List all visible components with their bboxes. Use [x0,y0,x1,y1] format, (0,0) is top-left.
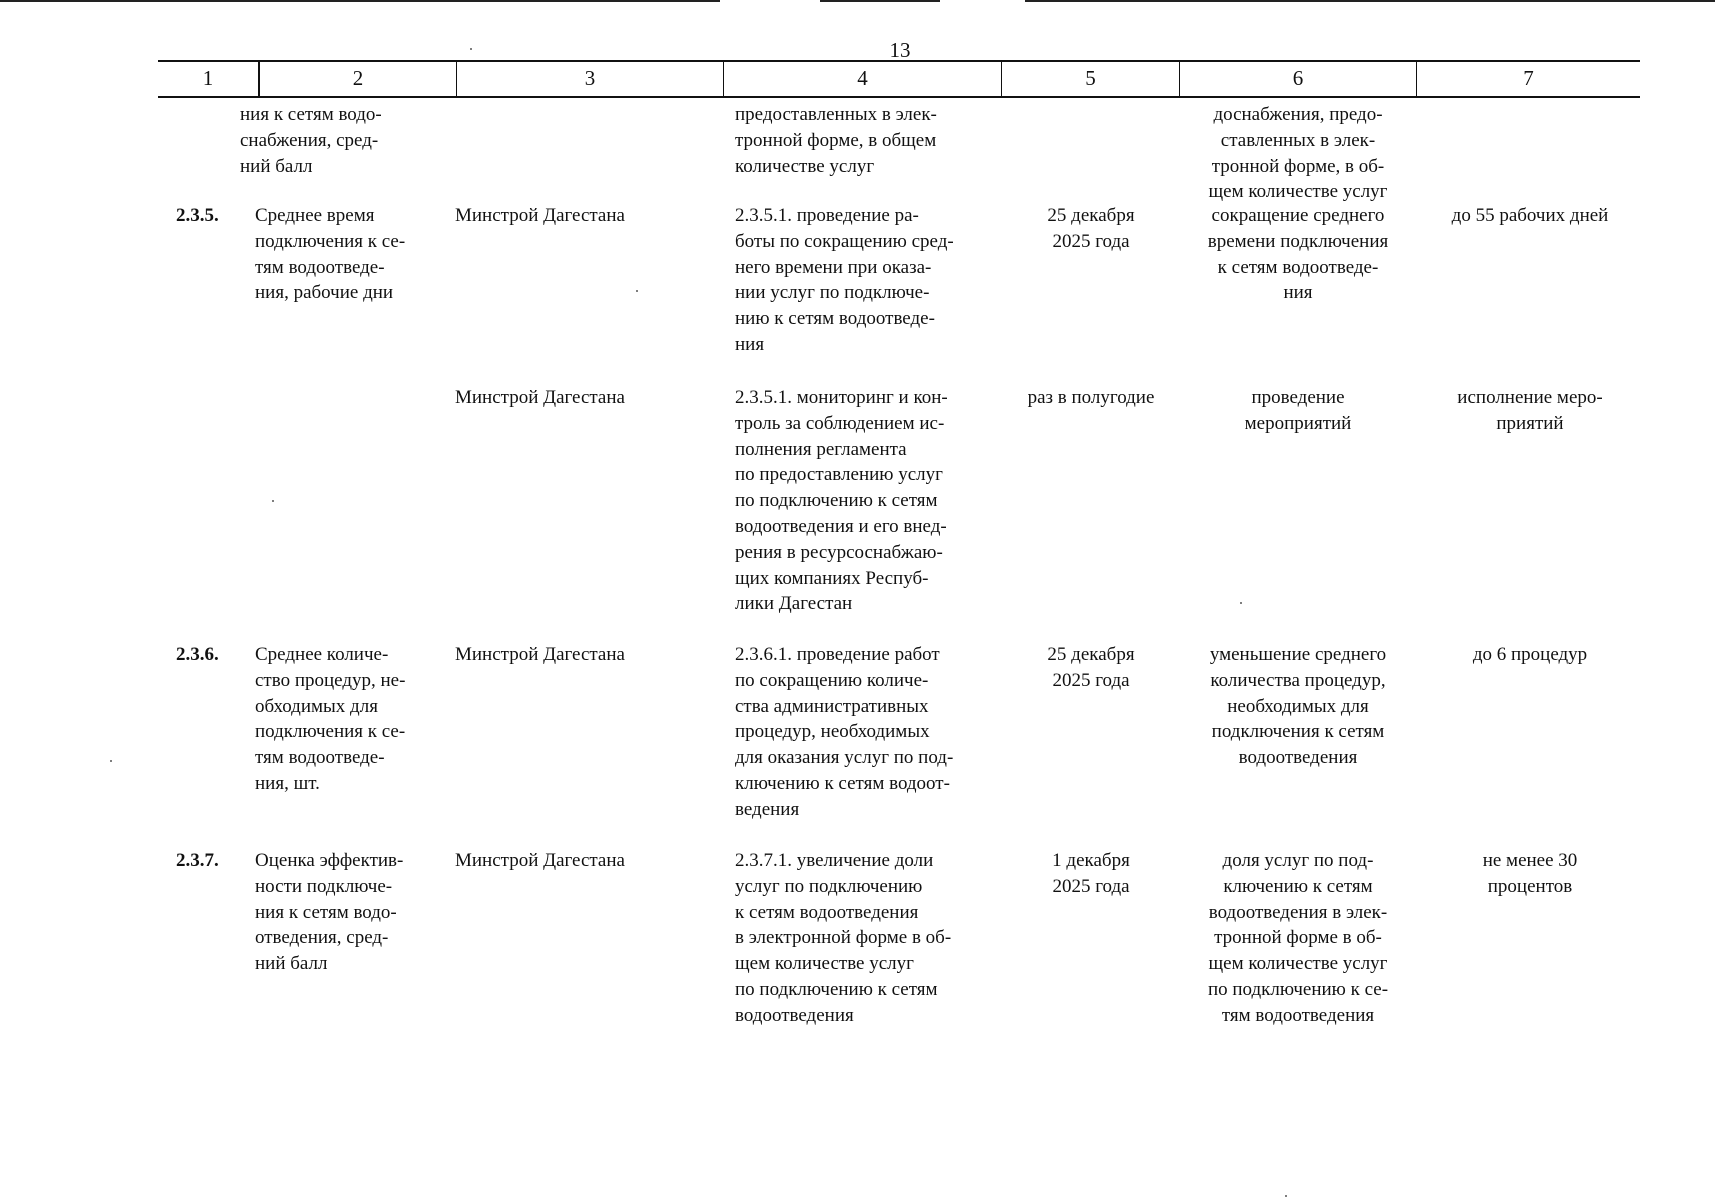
cell-line: мероприятий [1244,412,1352,434]
cell-line: доля услуг по под- [1222,850,1374,871]
cell-line: проведение [1251,387,1345,408]
cell-line: количества процедур, [1210,669,1386,691]
cell-line: снабжения, сред- [240,129,379,151]
cell-line: приятий [1496,412,1564,434]
cell-line: ния к сетям водо- [255,901,397,923]
cell-line: 2.3.5.1. мониторинг и кон- [735,387,948,408]
cell-line: по подключению к сетям [735,978,938,1000]
cell-line: подключения к се- [255,721,406,743]
cell-line: отведения, сред- [255,927,389,949]
scan-edge-line [820,0,940,2]
cell-line: к сетям водоотведе- [1217,256,1379,278]
cell-line: тронной форме, в об- [1211,155,1385,177]
cell-line: услуг по подключению [735,875,923,897]
cell-line: необходимых для [1227,695,1369,717]
cell-line: ния, рабочие дни [255,282,394,304]
column-header-7: 7 [1416,62,1640,96]
scan-edge-line [0,0,720,2]
result-cell [1185,642,1411,771]
activity-cell [735,102,993,179]
row-number: 2.3.7. [176,850,219,871]
cell-line: рения в ресурсоснабжаю- [735,541,943,563]
cell-line: 2.3.5.1. проведение ра- [735,205,919,226]
cell-line: по подключению к се- [1207,978,1389,1000]
responsible-cell: Минстрой Дагестана [455,644,625,665]
target-cell [1420,848,1640,900]
cell-line: 1 декабря [1052,850,1130,871]
activity-cell [735,203,993,358]
scan-speck [110,760,112,762]
result-cell [1185,203,1411,306]
cell-line: тям водоотведе- [255,256,385,278]
cell-line: уменьшение среднего [1209,644,1387,665]
cell-line: ключению к сетям водоот- [735,772,950,794]
cell-line: водоотведения в элек- [1208,901,1388,923]
cell-line: времени подключения [1207,230,1389,252]
indicator-cell [255,203,433,306]
cell-line: 2.3.7.1. увеличение доли [735,850,934,871]
scan-speck [272,500,274,502]
cell-line: щем количестве услуг [735,953,914,975]
cell-line: ний балл [255,953,328,975]
scan-speck [1285,1195,1287,1197]
column-header-3: 3 [456,62,723,96]
cell-line: щем количестве услуг [1208,181,1388,203]
cell-line: водоотведения [735,1004,854,1026]
cell-line: ния [1283,282,1313,304]
cell-line: процедур, необходимых [735,721,930,743]
cell-line: полнения регламента [735,438,907,460]
deadline-cell [1006,642,1176,694]
scan-speck [470,48,472,50]
cell-line: по сокращению количе- [735,669,929,691]
deadline-cell [1006,848,1176,900]
cell-line: процентов [1487,875,1573,897]
cell-line: ство процедур, не- [255,669,406,691]
cell-line: подключения к сетям [1211,721,1385,743]
cell-line: по предоставлению услуг [735,464,943,486]
cell-line: лики Дагестан [735,593,853,615]
cell-line: ключению к сетям [1223,875,1373,897]
cell-line: боты по сокращению сред- [735,230,954,252]
activity-cell [735,385,993,617]
table-header [158,60,1640,98]
cell-line: тронной форме в об- [1214,927,1382,949]
deadline-cell: раз в полугодие [1027,387,1155,408]
page-number: 13 [889,38,911,62]
cell-line: троль за соблюдением ис- [735,412,945,434]
cell-line: подключения к се- [255,230,406,252]
result-cell [1185,385,1411,437]
responsible-cell: Минстрой Дагестана [455,205,625,226]
target-cell: до 6 процедур [1472,644,1588,665]
cell-line: для оказания услуг по под- [735,747,954,769]
cell-line: нии услуг по подключе- [735,282,930,304]
indicator-cell [255,848,433,977]
responsible-cell: Минстрой Дагестана [455,387,625,408]
cell-line: тронной форме, в общем [735,129,937,151]
cell-line: 25 декабря [1047,205,1135,226]
cell-line: доснабжения, предо- [1213,104,1383,125]
cell-line: ний балл [240,155,313,177]
cell-line: ния, шт. [255,772,320,794]
cell-line: по подключению к сетям [735,490,938,512]
activity-cell [735,848,993,1029]
result-cell [1185,848,1411,1029]
activity-cell [735,642,993,823]
cell-line: щих компаниях Респуб- [735,567,929,589]
row-number: 2.3.5. [176,205,219,226]
column-header-4: 4 [723,62,1001,96]
cell-line: водоотведения и его внед- [735,515,947,537]
cell-line: количестве услуг [735,155,875,177]
cell-line: к сетям водоотведения [735,901,919,923]
cell-line: ния к сетям водо- [240,104,382,125]
cell-line: нию к сетям водоотведе- [735,308,935,330]
cell-line: сокращение среднего [1211,205,1385,226]
row-number: 2.3.6. [176,644,219,665]
cell-line: 2025 года [1052,669,1130,691]
cell-line: Среднее количе- [255,644,389,665]
target-cell [1420,385,1640,437]
cell-line: тям водоотведения [1221,1004,1375,1026]
cell-line: ния [735,333,765,355]
cell-line: в электронной форме в об- [735,927,952,949]
scan-speck [1240,602,1242,604]
result-cell [1185,102,1411,205]
responsible-cell: Минстрой Дагестана [455,850,625,871]
column-header-5: 5 [1001,62,1179,96]
cell-line: него времени при оказа- [735,256,932,278]
cell-line: Оценка эффектив- [255,850,404,871]
cell-line: ведения [735,798,800,820]
target-cell: до 55 рабочих дней [1451,205,1609,226]
indicator-cell [240,102,435,179]
cell-line: 25 декабря [1047,644,1135,665]
cell-line: 2.3.6.1. проведение работ [735,644,940,665]
cell-line: Среднее время [255,205,375,226]
cell-line: ставленных в элек- [1220,129,1376,151]
scan-edge-line [1025,0,1715,2]
cell-line: 2025 года [1052,875,1130,897]
deadline-cell [1006,203,1176,255]
cell-line: 2025 года [1052,230,1130,252]
cell-line: ства административных [735,695,929,717]
cell-line: щем количестве услуг [1208,953,1388,975]
column-header-1: 1 [202,66,214,90]
column-header-6: 6 [1179,62,1416,96]
cell-line: тям водоотведе- [255,747,385,769]
cell-line: ности подключе- [255,875,393,897]
cell-line: предоставленных в элек- [735,104,937,125]
indicator-cell [255,642,433,797]
cell-line: не менее 30 [1482,850,1578,871]
cell-line: исполнение меро- [1457,387,1603,408]
cell-line: водоотведения [1238,747,1358,769]
scan-speck [636,290,638,292]
column-header-2: 2 [258,62,456,96]
cell-line: обходимых для [255,695,378,717]
